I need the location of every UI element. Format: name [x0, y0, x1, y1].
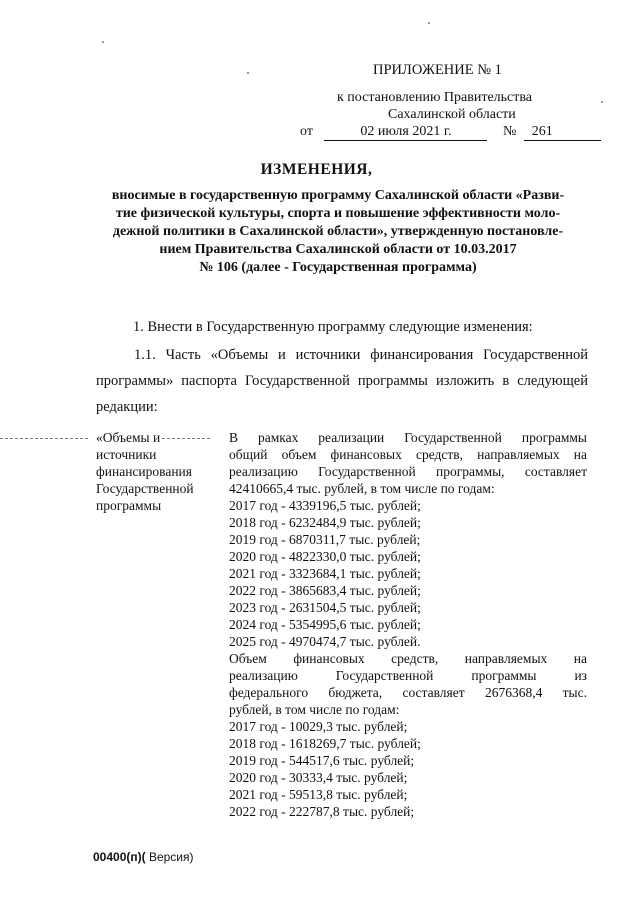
label-line: Государственной — [96, 481, 194, 496]
year-amount-line: 2021 год - 59513,8 тыс. рублей; — [229, 787, 408, 802]
detail-line: рублей, в том числе по годам: — [229, 702, 400, 717]
detail-line: Объем финансовых средств, направляемых на — [229, 651, 587, 666]
year-amount-line: 2020 год - 4822330,0 тыс. рублей; — [229, 549, 421, 564]
detail-line: реализацию Государственной программы из — [229, 668, 587, 683]
scan-speck — [601, 101, 603, 103]
year-amount-line: 2024 год - 5354995,6 тыс. рублей; — [229, 617, 421, 632]
detail-line: общий объем финансовых средств, направляемых на — [229, 447, 587, 462]
document-subtitle — [88, 187, 588, 277]
region-name: Сахалинской области — [388, 107, 516, 122]
year-amount-line: 2022 год - 222787,8 тыс. рублей; — [229, 804, 415, 819]
detail-line: В рамках реализации Государственной программы — [229, 430, 587, 445]
decree-date-line — [300, 124, 601, 141]
footer-version: Версия) — [145, 850, 194, 864]
paragraph-1: 1. Внести в Государственную программу следующие изменения: — [133, 319, 533, 335]
year-amount-line: 2019 год - 544517,6 тыс. рублей; — [229, 753, 415, 768]
year-amount-line: 2017 год - 10029,3 тыс. рублей; — [229, 719, 408, 734]
financing-label-column — [96, 429, 210, 514]
decree-reference: к постановлению Правительства — [337, 90, 533, 105]
subtitle-line: № 106 (далее - Государственная программа) — [199, 260, 477, 275]
paragraph-1-1-line3: редакции: — [96, 399, 158, 415]
scan-speck — [102, 41, 104, 43]
financing-details-column — [229, 429, 587, 820]
year-amount-line: 2025 год - 4970474,7 тыс. рублей. — [229, 634, 421, 649]
year-amount-line: 2017 год - 4339196,5 тыс. рублей; — [229, 498, 421, 513]
footer-code: 00400(п)( — [93, 850, 146, 864]
appendix-title: ПРИЛОЖЕНИЕ № 1 — [373, 62, 502, 78]
paragraph-1-1-line1: 1.1. Часть «Объемы и источники финансирования Государственной — [134, 347, 588, 363]
year-amount-line: 2020 год - 30333,4 тыс. рублей; — [229, 770, 408, 785]
decree-number: 261 — [524, 124, 601, 141]
year-amount-line: 2021 год - 3323684,1 тыс. рублей; — [229, 566, 421, 581]
year-amount-line: 2019 год - 6870311,7 тыс. рублей; — [229, 532, 421, 547]
subtitle-line: нием Правительства Сахалинской области от 10.03.2017 — [159, 242, 517, 257]
paragraph-1-1-line2: программы» паспорта Государственной программы изложить в следующей — [96, 373, 588, 389]
year-amount-line: 2022 год - 3865683,4 тыс. рублей; — [229, 583, 421, 598]
number-label: № — [502, 124, 517, 139]
detail-line: 42410665,4 тыс. рублей, в том числе по годам: — [229, 481, 495, 496]
year-amount-line: 2023 год - 2631504,5 тыс. рублей; — [229, 600, 421, 615]
detail-line: федерального бюджета, составляет 2676368,4 тыс. — [229, 685, 587, 700]
label-line: программы — [96, 498, 162, 513]
label-line: источники — [96, 447, 157, 462]
scan-speck — [247, 72, 249, 74]
decree-date: 02 июля 2021 г. — [324, 124, 487, 141]
year-amount-line: 2018 год - 1618269,7 тыс. рублей; — [229, 736, 421, 751]
document-footer — [93, 850, 194, 864]
subtitle-line: дежной политики в Сахалинской области», утвержденную постановле- — [112, 224, 564, 239]
label-line: финансирования — [96, 464, 192, 479]
label-line: «Объемы и — [96, 430, 161, 445]
document-title: ИЗМЕНЕНИЯ, — [260, 161, 373, 178]
subtitle-line: тие физической культуры, спорта и повышение эффективности моло- — [115, 206, 561, 221]
year-amount-line: 2018 год - 6232484,9 тыс. рублей; — [229, 515, 421, 530]
scan-speck — [428, 22, 430, 24]
subtitle-line: вносимые в государственную программу Сахалинской области «Разви- — [111, 188, 565, 203]
from-label: от — [300, 124, 313, 139]
detail-line: реализацию Государственной программы, составляет — [229, 464, 587, 479]
margin-dash-line — [0, 438, 88, 439]
